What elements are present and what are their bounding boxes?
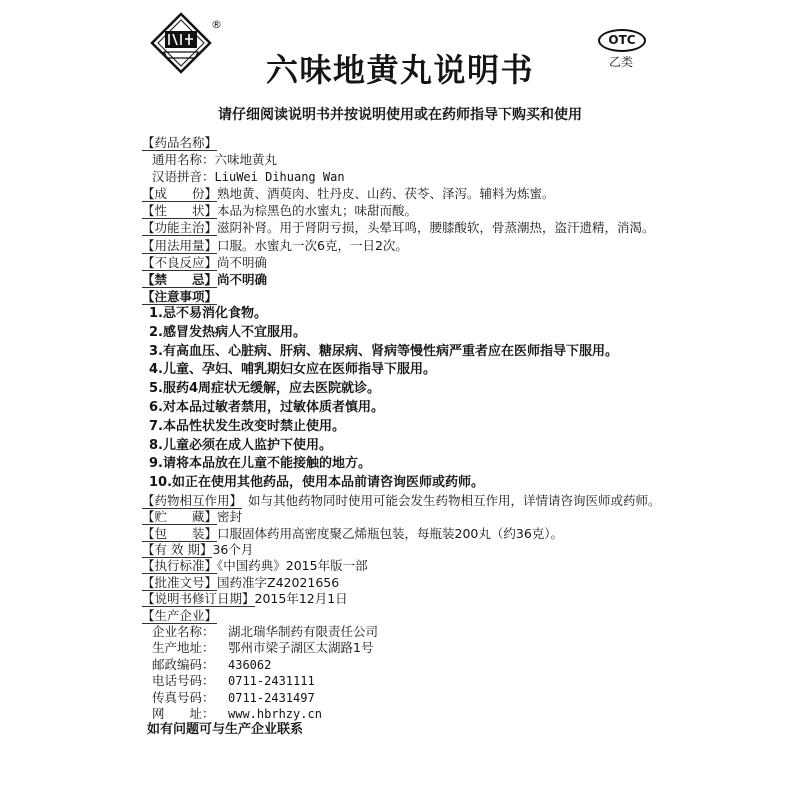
section-revision-date: [142, 591, 782, 607]
section-value: 如与其他药物同时使用可能会发生药物相互作用，详情请咨询医师或药师。: [248, 492, 661, 508]
field-label: 电话号码：: [152, 673, 215, 689]
section-ingredients: [142, 185, 782, 202]
section-label: 【执行标准】: [142, 558, 218, 574]
list-item: 2.感冒发热病人不宜服用。: [149, 324, 306, 340]
pinyin-row: [142, 168, 782, 185]
field-value: 0711-2431497: [228, 690, 315, 705]
list-item: 5.服药4周症状无缓解，应去医院就诊。: [149, 381, 381, 397]
field-label: 企业名称：: [152, 624, 215, 640]
section-value: 尚不明确: [217, 254, 268, 270]
usage-notice: 请仔细阅读说明书并按说明使用或在药师指导下购买和使用: [218, 107, 582, 123]
field-label: 邮政编码：: [152, 656, 215, 672]
section-value: 口服固体药用高密度聚乙烯瓶包装，每瓶装200丸（约36克）。: [217, 525, 564, 541]
list-item: 8.儿童必须在成人监护下使用。: [149, 437, 332, 453]
section-drug-name: [142, 134, 782, 151]
section-label: 【不良反应】: [142, 254, 218, 270]
list-item: 4.儿童、孕妇、哺乳期妇女应在医师指导下服用。: [149, 362, 436, 378]
section-label: 【药物相互作用】: [142, 492, 243, 508]
generic-name-row: [142, 151, 782, 168]
details-group: [142, 493, 782, 739]
field-value: www.hbrhzy.cn: [228, 706, 322, 721]
section-label: 【功能主治】: [142, 220, 218, 236]
section-precautions: [142, 288, 782, 305]
section-value: 《中国药典》2015年版一部: [217, 558, 368, 574]
section-shelf-life: [142, 542, 782, 558]
section-label: 【说明书修订日期】: [142, 591, 255, 607]
list-item: 6.对本品过敏者禁用，过敏体质者慎用。: [149, 399, 384, 415]
field-value: 鄂州市梁子湖区太湖路1号: [228, 640, 374, 656]
section-approval-number: [142, 575, 782, 591]
pinyin-label: 汉语拼音：: [152, 169, 215, 185]
section-value: 2015年12月1日: [254, 591, 348, 607]
manufacturer-name-row: [142, 624, 782, 640]
leaflet-body: [142, 134, 782, 739]
section-value: 36个月: [212, 542, 254, 558]
registered-mark: ®: [211, 18, 222, 31]
section-label: 【贮 藏】: [142, 509, 218, 525]
section-value: 国药准字Z42021656: [217, 574, 340, 590]
section-value: 熟地黄、酒萸肉、牡丹皮、山药、茯苓、泽泻。辅料为炼蜜。: [217, 186, 555, 202]
section-value: 口服。水蜜丸一次6克，一日2次。: [217, 237, 408, 253]
section-label: 【用法用量】: [142, 237, 218, 253]
section-value: 本品为棕黑色的水蜜丸；味甜而酸。: [217, 203, 418, 219]
precautions-list: [142, 305, 782, 493]
section-value: 尚不明确: [217, 271, 268, 287]
section-label: 【有 效 期】: [142, 542, 213, 558]
manufacturer-address-row: [142, 640, 782, 656]
section-label: 【生产企业】: [142, 607, 218, 623]
manufacturer-phone-row: [142, 673, 782, 689]
list-item: 10.如正在使用其他药品，使用本品前请咨询医师或药师。: [149, 475, 485, 491]
manufacturer-website-row: [142, 706, 782, 722]
contact-footer: 如有问题可与生产企业联系: [147, 722, 304, 738]
field-label: 网 址：: [152, 705, 215, 721]
section-manufacturer: [142, 608, 782, 624]
list-item: 7.本品性状发生改变时禁止使用。: [149, 418, 345, 434]
list-item: 1.忌不易消化食物。: [149, 305, 267, 321]
section-label: 【禁 忌】: [142, 271, 218, 287]
field-value: 436062: [228, 657, 272, 672]
section-standard: [142, 558, 782, 574]
section-contraindications: [142, 271, 782, 288]
section-label: 【批准文号】: [142, 574, 218, 590]
section-label: 【成 份】: [142, 186, 218, 202]
list-item: 9.请将本品放在儿童不能接触的地方。: [149, 456, 371, 472]
section-label: 【药品名称】: [142, 135, 218, 150]
generic-name-label: 通用名称：: [152, 152, 215, 168]
manufacturer-fax-row: [142, 690, 782, 706]
section-value: 密封: [217, 509, 243, 525]
section-value: 滋阴补肾。用于肾阴亏损，头晕耳鸣，腰膝酸软，骨蒸潮热，盗汗遗精，消渴。: [217, 220, 655, 236]
field-value: 0711-2431111: [228, 674, 315, 689]
pinyin-value: LiuWei Dihuang Wan: [214, 170, 345, 185]
section-label: 【包 装】: [142, 525, 218, 541]
field-label: 生产地址：: [152, 640, 215, 656]
otc-badge: OTC: [598, 29, 646, 52]
generic-name-value: 六味地黄丸: [214, 152, 278, 168]
list-item: 3.有高血压、心脏病、肝病、糖尿病、肾病等慢性病严重者应在医师指导下服用。: [149, 343, 618, 359]
manufacturer-postcode-row: [142, 657, 782, 673]
section-indications: [142, 219, 782, 236]
field-label: 传真号码：: [152, 689, 215, 705]
section-storage: [142, 509, 782, 525]
section-dosage: [142, 237, 782, 254]
section-adverse-reactions: [142, 254, 782, 271]
section-interactions: [142, 493, 782, 509]
section-packaging: [142, 526, 782, 542]
otc-category: 乙类: [608, 55, 633, 69]
section-label: 【性 状】: [142, 203, 218, 219]
document-title: 六味地黄丸说明书: [265, 51, 534, 89]
section-label: 【注意事项】: [142, 288, 218, 304]
field-value: 湖北瑞华制药有限责任公司: [228, 624, 379, 640]
basic-info-group: [142, 134, 782, 305]
section-appearance: [142, 202, 782, 219]
